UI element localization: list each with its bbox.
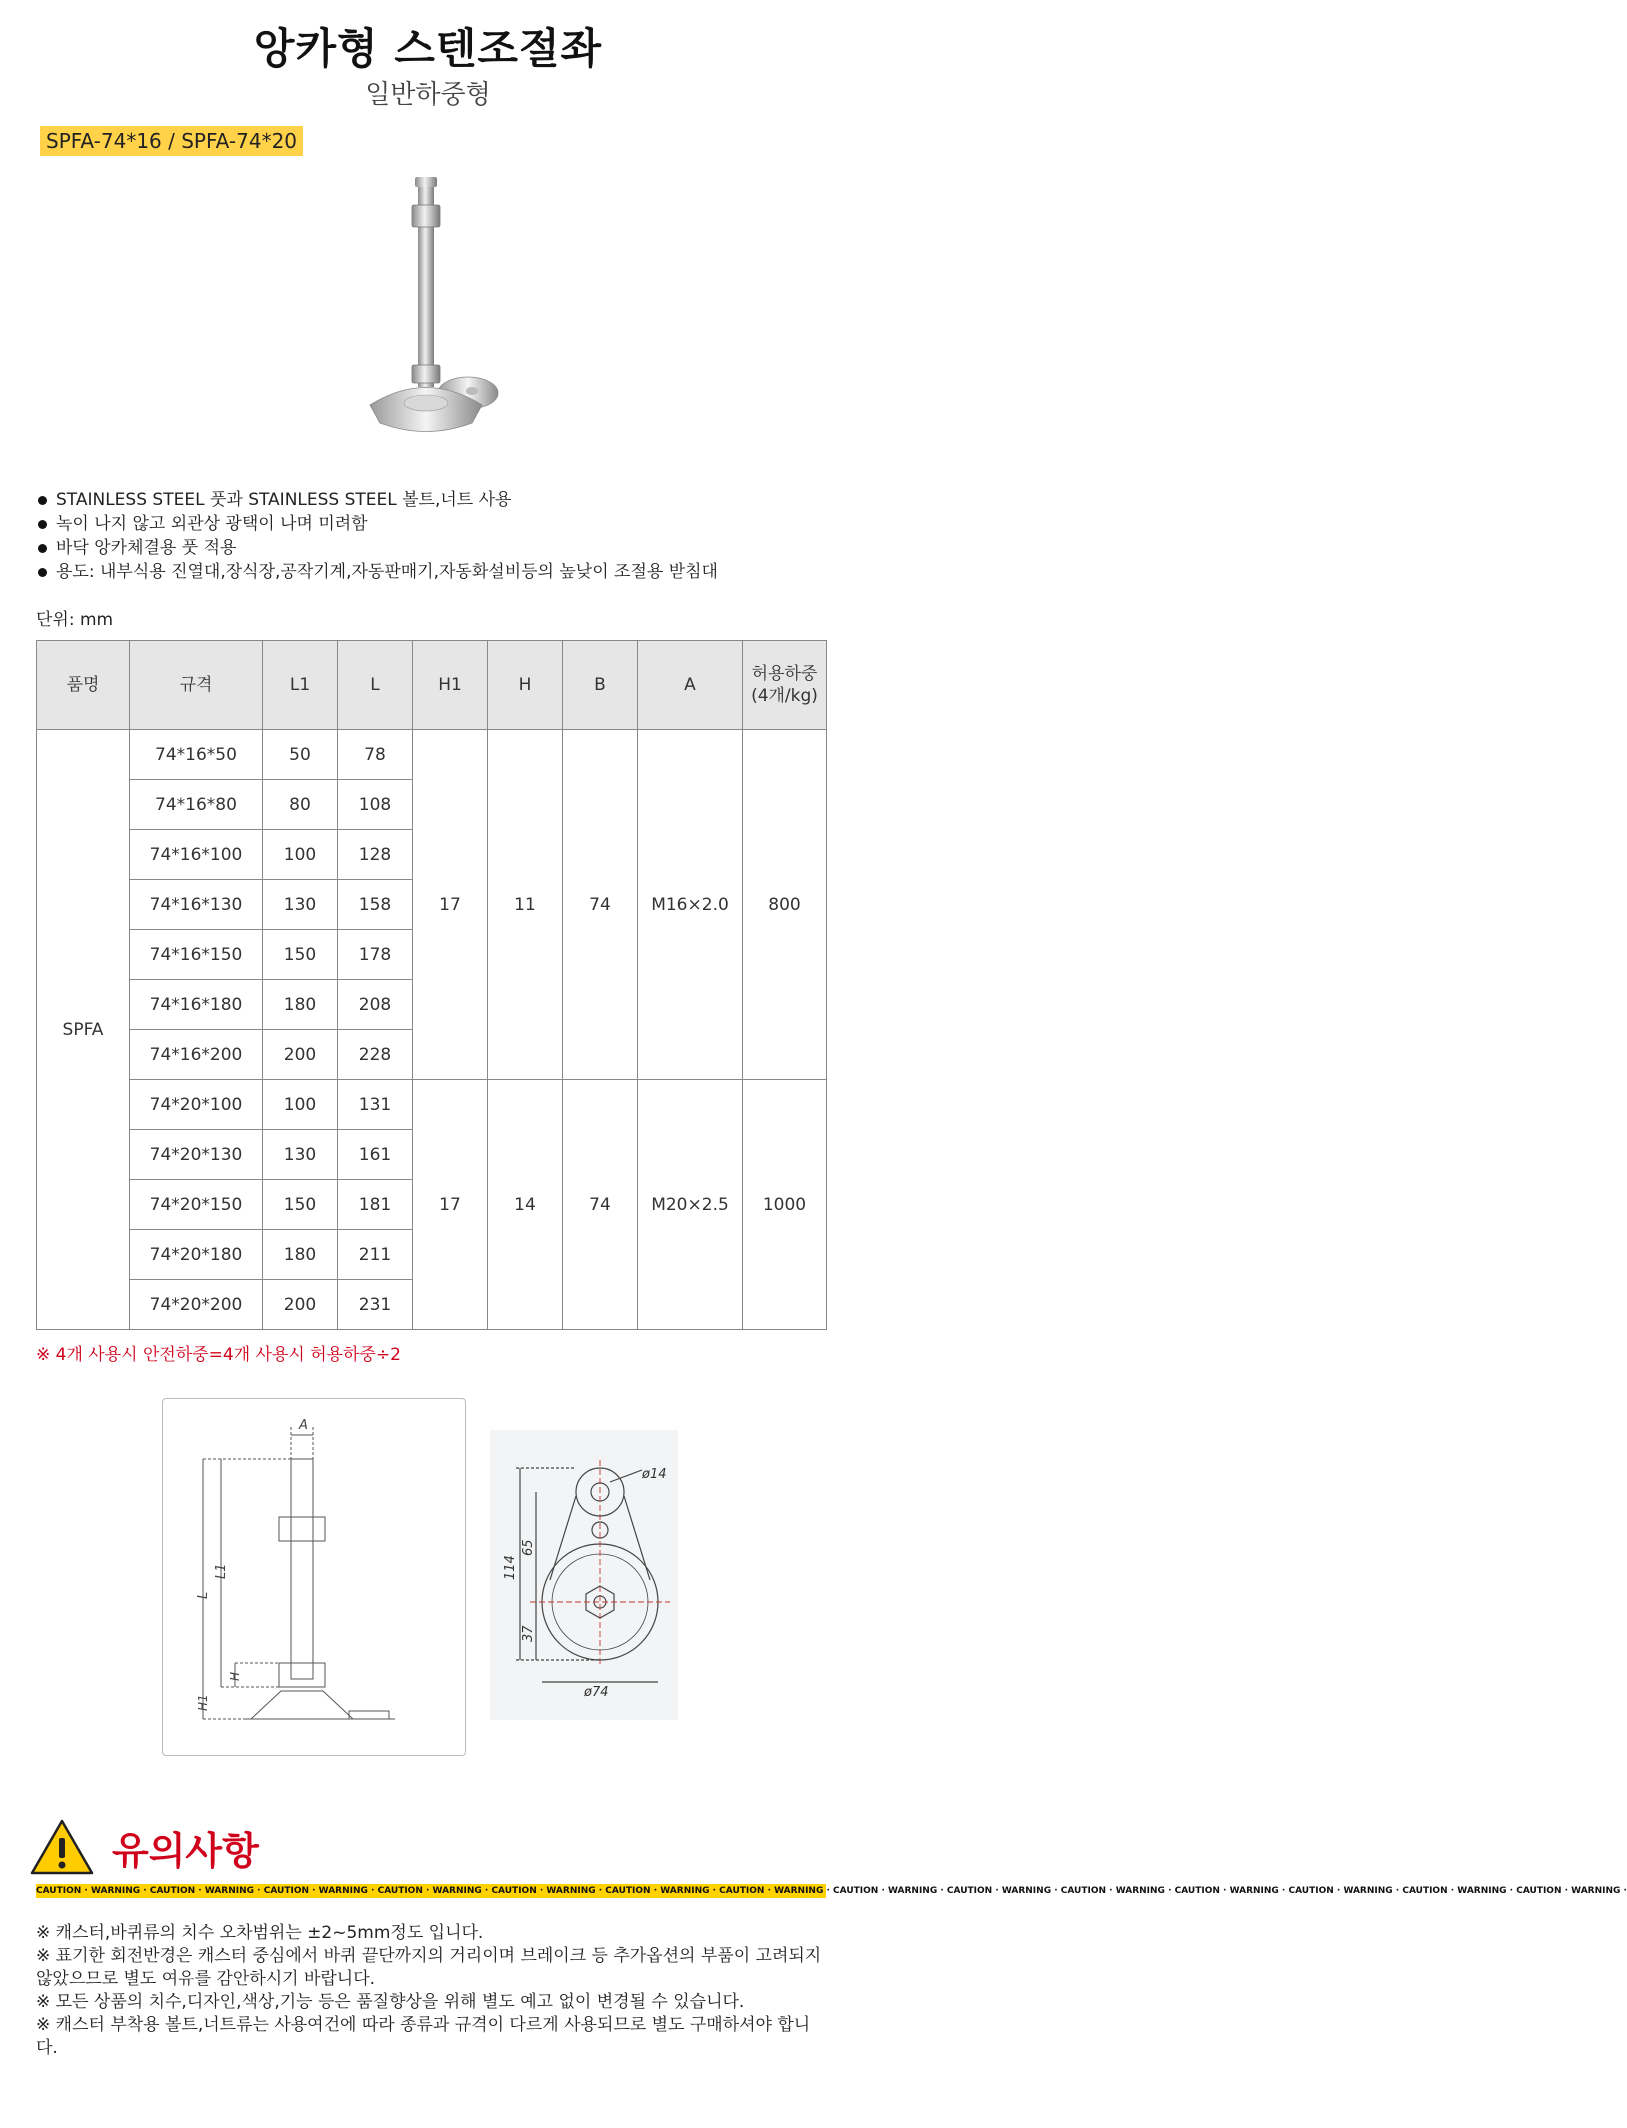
label-65: 65 (521, 1539, 536, 1556)
page-title: 앙카형 스텐조절좌 (253, 24, 603, 73)
h1-cell: 17 (413, 1080, 488, 1330)
spec-cell: 74*16*50 (130, 730, 263, 780)
spec-cell: 74*16*130 (130, 880, 263, 930)
label-d14: ø14 (642, 1467, 667, 1482)
caution-warning-strip: CAUTION · WARNING · CAUTION · WARNING · CAUTION · WARNING · CAUTION · WARNING · CAUTION · WARNING · CAUTION · WARNING · CAUTION · WARNING · CAUTION · WARNING · CAUTION · WARNING · CAUTION · WARNING · CAUTION · WARNING · CAUTION · WARNING · CAUTION · WARNING · CAUTION · WARNING · (36, 1886, 1627, 1896)
l-cell: 161 (338, 1130, 413, 1180)
header-h: H (488, 641, 563, 730)
table-row (37, 730, 827, 780)
l-cell: 178 (338, 930, 413, 980)
h-cell: 11 (488, 730, 563, 1080)
caution-note: ※ 표기한 회전반경은 캐스터 중심에서 바퀴 끝단까지의 거리이며 브레이크 등 추가옵션의 부품이 고려되지 않았으므로 별도 여유를 감안하시기 바랍니다. (36, 1946, 822, 1989)
side-view-diagram (162, 1398, 466, 1756)
l-cell: 108 (338, 780, 413, 830)
label-h1: H1 (196, 1694, 210, 1711)
b-cell: 74 (563, 730, 638, 1080)
spec-cell: 74*20*180 (130, 1230, 263, 1280)
l1-cell: 80 (263, 780, 338, 830)
warning-icon (30, 1818, 94, 1876)
safety-load-note: ※ 4개 사용시 안전하중=4개 사용시 허용하중÷2 (36, 1345, 401, 1365)
l1-cell: 180 (263, 980, 338, 1030)
l1-cell: 130 (263, 880, 338, 930)
page-subtitle: 일반하중형 (365, 80, 491, 110)
l-cell: 208 (338, 980, 413, 1030)
l1-cell: 100 (263, 830, 338, 880)
feature-item: 녹이 나지 않고 외관상 광택이 나며 미려함 (36, 512, 718, 536)
header-name: 품명 (37, 641, 130, 730)
spec-table (36, 640, 827, 1330)
product-name-cell: SPFA (37, 730, 130, 1330)
l1-cell: 200 (263, 1280, 338, 1330)
spec-cell: 74*16*100 (130, 830, 263, 880)
header-load (743, 641, 827, 730)
b-cell: 74 (563, 1080, 638, 1330)
spec-cell: 74*16*200 (130, 1030, 263, 1080)
feature-item: 용도: 내부식용 진열대,장식장,공작기계,자동판매기,자동화설비등의 높낮이 조절용 받침대 (36, 560, 718, 584)
l-cell: 131 (338, 1080, 413, 1130)
l-cell: 128 (338, 830, 413, 880)
table-row (37, 1080, 827, 1130)
spec-cell: 74*16*150 (130, 930, 263, 980)
table-header-row (37, 641, 827, 730)
spec-cell: 74*20*150 (130, 1180, 263, 1230)
load-cell: 800 (743, 730, 827, 1080)
model-tag: SPFA-74*16 / SPFA-74*20 (40, 126, 303, 156)
spec-cell: 74*20*130 (130, 1130, 263, 1180)
l-cell: 211 (338, 1230, 413, 1280)
label-a: A (299, 1418, 308, 1433)
l1-cell: 150 (263, 930, 338, 980)
label-l1: L1 (214, 1563, 229, 1579)
header-load-line2: (4개/kg) (751, 686, 818, 706)
spec-cell: 74*20*200 (130, 1280, 263, 1330)
spec-cell: 74*16*80 (130, 780, 263, 830)
label-37: 37 (521, 1625, 536, 1642)
l-cell: 158 (338, 880, 413, 930)
caution-note: ※ 캐스터 부착용 볼트,너트류는 사용여건에 따라 종류과 규격이 다르게 사용되므로 별도 구매하셔야 합니다. (36, 2015, 811, 2058)
load-cell: 1000 (743, 1080, 827, 1330)
product-photo (360, 165, 530, 445)
side-view-drawing (163, 1399, 465, 1755)
l1-cell: 130 (263, 1130, 338, 1180)
header-b: B (563, 641, 638, 730)
unit-label: 단위: mm (36, 610, 114, 630)
header-h1: H1 (413, 641, 488, 730)
h-cell: 14 (488, 1080, 563, 1330)
caution-note: ※ 캐스터,바퀴류의 치수 오차범위는 ±2~5mm정도 입니다. (36, 1923, 484, 1943)
top-view-diagram (490, 1430, 678, 1720)
feature-item: STAINLESS STEEL 풋과 STAINLESS STEEL 볼트,너트 사용 (36, 488, 718, 512)
header-a: A (638, 641, 743, 730)
l-cell: 78 (338, 730, 413, 780)
h1-cell: 17 (413, 730, 488, 1080)
top-view-drawing (490, 1430, 678, 1720)
l-cell: 231 (338, 1280, 413, 1330)
spec-cell: 74*16*180 (130, 980, 263, 1030)
caution-title: 유의사항 (112, 1829, 259, 1873)
l1-cell: 180 (263, 1230, 338, 1280)
header-l1: L1 (263, 641, 338, 730)
header-load-line1: 허용하중 (751, 664, 818, 684)
header-spec: 규격 (130, 641, 263, 730)
feature-list (36, 488, 718, 584)
label-h: H (228, 1671, 242, 1681)
l1-cell: 50 (263, 730, 338, 780)
label-d74: ø74 (584, 1685, 609, 1700)
feature-item: 바닥 앙카체결용 풋 적용 (36, 536, 718, 560)
header-l: L (338, 641, 413, 730)
a-cell: M16×2.0 (638, 730, 743, 1080)
l-cell: 181 (338, 1180, 413, 1230)
l1-cell: 150 (263, 1180, 338, 1230)
spec-cell: 74*20*100 (130, 1080, 263, 1130)
label-114: 114 (503, 1555, 518, 1580)
caution-note: ※ 모든 상품의 치수,디자인,색상,기능 등은 품질향상을 위해 별도 예고 없이 변경될 수 있습니다. (36, 1992, 745, 2012)
a-cell: M20×2.5 (638, 1080, 743, 1330)
l1-cell: 100 (263, 1080, 338, 1130)
caution-notes (36, 1922, 826, 2060)
label-l: L (196, 1591, 211, 1599)
l1-cell: 200 (263, 1030, 338, 1080)
l-cell: 228 (338, 1030, 413, 1080)
